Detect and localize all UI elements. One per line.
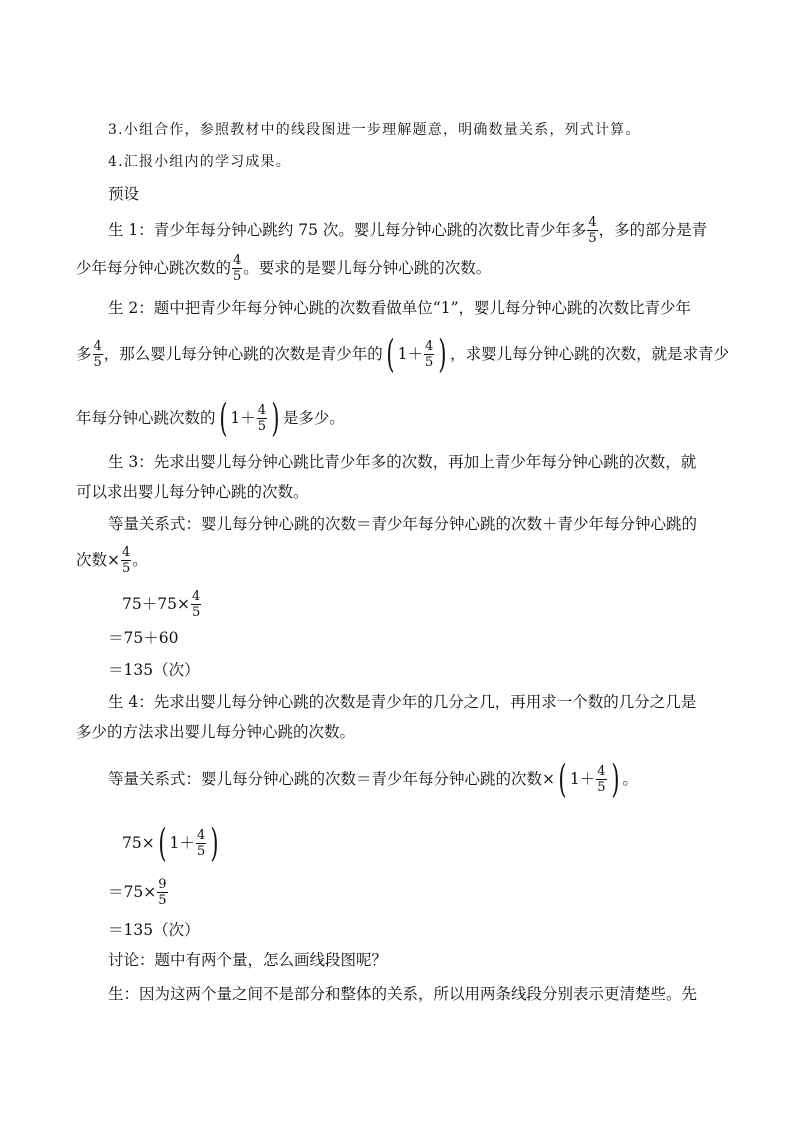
one: 1 — [397, 345, 408, 363]
denominator: 5 — [158, 892, 167, 908]
calc-1-line-b: ＝75＋60 — [108, 629, 179, 647]
fraction-four-fifths — [121, 545, 131, 576]
one: 1 — [230, 409, 241, 427]
left-paren: ( — [558, 757, 567, 801]
denominator: 5 — [597, 779, 606, 795]
student-1-line-b — [76, 250, 491, 286]
text: ，求婴儿每分钟心跳的次数，就是求青少 — [450, 345, 730, 363]
fraction-four-fifths — [596, 764, 606, 795]
paren-one-plus-four-fifths — [155, 821, 222, 865]
text: 多 — [76, 345, 92, 363]
student-answer: 生：因为这两个量之间不是部分和整体的关系，所以用两条线段分别表示更清楚些。先 — [108, 985, 698, 1003]
fraction-four-fifths — [93, 339, 103, 370]
fraction-four-fifths — [257, 403, 267, 434]
numerator: 4 — [191, 588, 201, 604]
plus: ＋ — [179, 834, 195, 852]
denominator: 5 — [93, 354, 102, 370]
denominator: 5 — [122, 560, 131, 576]
paren-one-plus-four-fifths — [216, 396, 283, 440]
plus: ＋ — [240, 409, 256, 427]
numerator: 4 — [425, 338, 434, 354]
right-paren: ) — [271, 396, 280, 440]
student-3-line-a: 生 3：先求出婴儿每分钟心跳比青少年多的次数，再加上青少年每分钟心跳的次数，就 — [108, 453, 697, 471]
one: 1 — [169, 834, 180, 852]
text: 75× — [122, 834, 155, 852]
one: 1 — [569, 770, 580, 788]
right-paren: ) — [610, 757, 619, 801]
text: 次数× — [76, 551, 120, 569]
numerator: 4 — [196, 827, 206, 843]
student-3-line-b: 可以求出婴儿每分钟心跳的次数。 — [76, 483, 309, 501]
text: 。要求的是婴儿每分钟心跳的次数。 — [243, 259, 492, 277]
text: ，多的部分是青 — [598, 221, 708, 239]
numerator: 9 — [158, 876, 167, 892]
denominator: 5 — [257, 418, 267, 434]
equation-1-line-a: 等量关系式：婴儿每分钟心跳的次数＝青少年每分钟心跳的次数＋青少年每分钟心跳的 — [108, 515, 698, 533]
fraction-four-fifths — [196, 828, 206, 859]
step-4-text: 4.汇报小组内的学习成果。 — [108, 154, 291, 170]
text: 。 — [622, 770, 638, 788]
denominator: 5 — [191, 604, 201, 620]
right-paren: ) — [210, 821, 219, 865]
left-paren: ( — [218, 396, 228, 440]
step-3-text: 3.小组合作，参照教材中的线段图进一步理解题意，明确数量关系，列式计算。 — [108, 122, 641, 138]
numerator: 4 — [122, 544, 131, 560]
calc-2-line-a — [122, 822, 222, 864]
calc-2-line-c: ＝135（次） — [108, 921, 200, 939]
numerator: 4 — [588, 214, 597, 230]
text: 75＋75× — [122, 595, 190, 613]
fraction-four-fifths — [232, 253, 242, 284]
text: 生 1：青少年每分钟心跳约 75 次。婴儿每分钟心跳的次数比青少年多 — [108, 221, 587, 239]
numerator: 4 — [257, 402, 267, 418]
student-2-line-c — [76, 398, 345, 438]
text: 。 — [132, 551, 148, 569]
denominator: 5 — [588, 230, 597, 246]
text: ，那么婴儿每分钟心跳的次数是青少年的 — [103, 345, 383, 363]
calc-2-line-b — [108, 872, 169, 912]
student-2-line-a: 生 2：题中把青少年每分钟心跳的次数看做单位“1”，婴儿每分钟心跳的次数比青少年 — [108, 299, 692, 317]
student-4-line-b: 多少的方法求出婴儿每分钟心跳的次数。 — [76, 723, 356, 741]
denominator: 5 — [233, 268, 242, 284]
fraction-four-fifths — [587, 215, 597, 246]
calc-1-line-a — [122, 584, 202, 624]
student-2-line-b — [76, 334, 729, 374]
left-paren: ( — [158, 821, 167, 865]
text: 少年每分钟心跳次数的 — [76, 259, 232, 277]
fraction-four-fifths — [191, 589, 201, 620]
equation-1-line-b — [76, 540, 148, 580]
right-paren: ) — [438, 332, 447, 376]
paren-one-plus-four-fifths — [555, 757, 622, 801]
plus: ＋ — [407, 345, 424, 363]
denominator: 5 — [425, 354, 434, 370]
equation-2 — [108, 758, 638, 800]
paren-one-plus-four-fifths — [383, 332, 450, 376]
text: 是多少。 — [282, 409, 345, 427]
text: 年每分钟心跳次数的 — [76, 409, 216, 427]
discussion-question: 讨论：题中有两个量，怎么画线段图呢？ — [108, 951, 388, 969]
plus: ＋ — [579, 770, 596, 788]
numerator: 4 — [93, 338, 102, 354]
numerator: 4 — [597, 763, 606, 779]
fraction-nine-fifths — [157, 877, 167, 908]
calc-1-line-c: ＝135（次） — [108, 661, 200, 679]
fraction-four-fifths — [424, 339, 434, 370]
text: ＝75× — [108, 883, 157, 901]
text: 等量关系式：婴儿每分钟心跳的次数＝青少年每分钟心跳的次数× — [108, 770, 555, 788]
preset-heading: 预设 — [108, 185, 140, 203]
numerator: 4 — [233, 252, 242, 268]
left-paren: ( — [386, 332, 395, 376]
student-4-line-a: 生 4：先求出婴儿每分钟心跳的次数是青少年的几分之几，再用求一个数的几分之几是 — [108, 693, 697, 711]
student-1-line-a — [108, 212, 707, 248]
denominator: 5 — [196, 843, 206, 859]
